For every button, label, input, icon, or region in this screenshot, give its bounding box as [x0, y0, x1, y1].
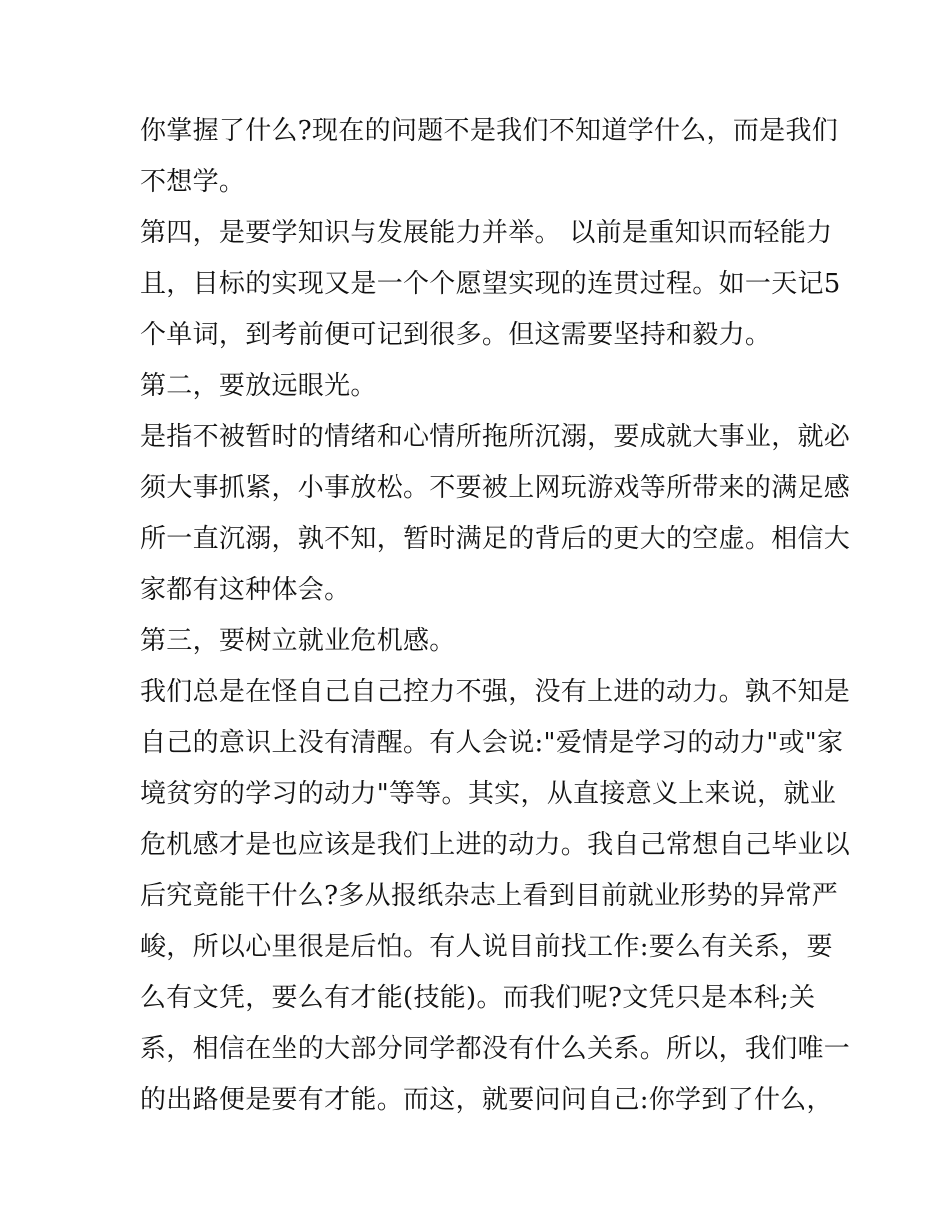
text-line: 么有文凭，要么有才能(技能)。而我们呢?文凭只是本科;关: [140, 983, 816, 1013]
text-line: 家都有这种体会。: [140, 575, 351, 605]
text-line: 且，目标的实现又是一个个愿望实现的连贯过程。如一天记5: [140, 269, 841, 299]
text-line: 不想学。: [140, 167, 246, 197]
text-line: 你掌握了什么?现在的问题不是我们不知道学什么，而是我们: [140, 116, 839, 146]
text-line: 第四，是要学知识与发展能力并举。 以前是重知识而轻能力: [140, 218, 833, 248]
text-line: 是指不被暂时的情绪和心情所拖所沉溺，要成就大事业，就必: [140, 422, 851, 452]
text-line: 的出路便是要有才能。而这，就要问问自己:你学到了什么，: [140, 1085, 833, 1115]
text-line: 个单词，到考前便可记到很多。但这需要坚持和毅力。: [140, 320, 772, 350]
text-line: 自己的意识上没有清醒。有人会说:"爱情是学习的动力"或"家: [140, 728, 844, 758]
body-text: [140, 106, 851, 1126]
text-line: 境贫穷的学习的动力"等等。其实，从直接意义上来说，就业: [140, 779, 837, 809]
text-line: 第二，要放远眼光。: [140, 371, 377, 401]
text-line: 后究竟能干什么?多从报纸杂志上看到目前就业形势的异常严: [140, 881, 839, 911]
text-line: 我们总是在怪自己自己控力不强，没有上进的动力。孰不知是: [140, 677, 851, 707]
text-line: 系，相信在坐的大部分同学都没有什么关系。所以，我们唯一: [140, 1034, 851, 1064]
text-line: 须大事抓紧，小事放松。不要被上网玩游戏等所带来的满足感: [140, 473, 851, 503]
text-line: 危机感才是也应该是我们上进的动力。我自己常想自己毕业以: [140, 830, 851, 860]
text-line: 第三，要树立就业危机感。: [140, 626, 456, 656]
text-line: 峻，所以心里很是后怕。有人说目前找工作:要么有关系，要: [140, 932, 833, 962]
text-line: 所一直沉溺，孰不知，暂时满足的背后的更大的空虚。相信大: [140, 524, 851, 554]
